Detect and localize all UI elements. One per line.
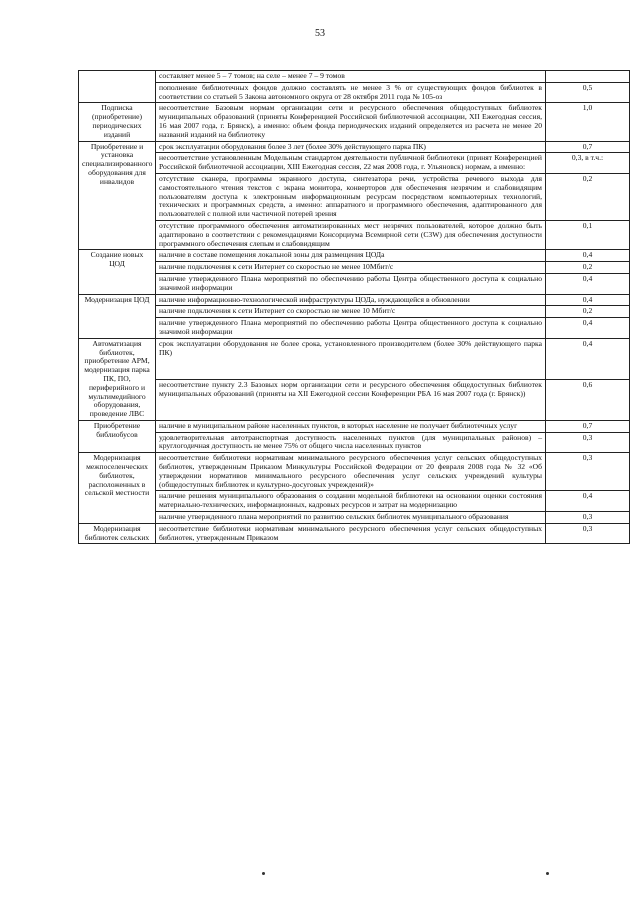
table-row (79, 432, 630, 453)
coefficient-cell: 0,4 (546, 338, 630, 379)
criteria-table (78, 70, 630, 544)
criterion-cell: наличие в составе помещения локальной зоны для размещения ЦОДа (156, 250, 546, 262)
section-cell: Создание новых ЦОД (79, 250, 156, 294)
coefficient-cell: 0,3 (546, 453, 630, 491)
table-row (79, 523, 630, 544)
criterion-cell: срок эксплуатации оборудования более 3 лет (более 30% действующего парка ПК) (156, 141, 546, 153)
section-cell: Автоматизация библиотек, приобретение АРМ, модернизация парка ПК, ПО, периферийного и мультимедийного оборудования, проведение ЛВС (79, 338, 156, 420)
criterion-cell: наличие утвержденного Плана мероприятий по обеспечению работы Центра общественного доступа к социально значимой информации (156, 318, 546, 339)
table-row (79, 512, 630, 524)
coefficient-cell: 0,2 (546, 306, 630, 318)
criterion-cell: удовлетворительная автотранспортная доступность населенных пунктов (для муниципальных районов) – круглогодичная доступность не менее 75% от общего числа населенных пунктов (156, 432, 546, 453)
table-row (79, 379, 630, 420)
section-cell: Модернизация библиотек сельских (79, 523, 156, 544)
table-row (79, 294, 630, 306)
section-cell: Модернизация межпоселенческих библиотек, расположенных в сельской местности (79, 453, 156, 524)
table-row (79, 262, 630, 274)
criterion-cell: наличие информационно-технологической инфраструктуры ЦОДа, нуждающейся в обновлении (156, 294, 546, 306)
table-row (79, 103, 630, 141)
coefficient-cell: 0,7 (546, 420, 630, 432)
table-row (79, 173, 630, 220)
table-row (79, 273, 630, 294)
criterion-cell: наличие подключения к сети Интернет со скоростью не менее 10Мбит/с (156, 262, 546, 274)
coefficient-cell: 0,4 (546, 273, 630, 294)
criterion-cell: наличие утвержденного плана мероприятий по развитию сельских библиотек муниципального образования (156, 512, 546, 524)
section-cell: Модернизация ЦОД (79, 294, 156, 338)
table-row (79, 338, 630, 379)
table-row (79, 82, 630, 103)
coefficient-cell: 0,3, в т.ч.: (546, 153, 630, 174)
table-row (79, 318, 630, 339)
coefficient-cell: 0,5 (546, 82, 630, 103)
table-row (79, 491, 630, 512)
criterion-cell: несоответствие пункту 2.3 Базовых норм организации сети и ресурсного обеспечения общедоступных библиотек муниципальных образований (приняты на XII Ежегодной сессии Конференции РБА 16 мая 2007 года (г. Брянск)) (156, 379, 546, 420)
criterion-cell: несоответствие библиотеки нормативам минимального ресурсного обеспечения услуг сельских общедоступных библиотек, утвержденным Приказом Минкультуры Российской Федерации от 20 февраля 2008 года № 32 «Об утверждении нормативов минимального ресурсного обеспечения услуг сельских учреждений культуры (общедоступных библиотек и культурно-досуговых учреждений)» (156, 453, 546, 491)
coefficient-cell: 0,7 (546, 141, 630, 153)
section-cell (79, 71, 156, 103)
coefficient-cell: 0,4 (546, 294, 630, 306)
criterion-cell: несоответствие библиотеки нормативам минимального ресурсного обеспечения услуг сельских общедоступных библиотек, утвержденным Приказом (156, 523, 546, 544)
table-row (79, 306, 630, 318)
criterion-cell: несоответствие установленным Модельным стандартом деятельности публичной библиотеки (принят Конференцией Российской библиотечной ассоциации, XIII Ежегодная сессия, 22 мая 2008 года, г. Ульяновск) нормам, а именно: (156, 153, 546, 174)
coefficient-cell: 0,2 (546, 173, 630, 220)
coefficient-cell: 0,2 (546, 262, 630, 274)
table-row (79, 250, 630, 262)
coefficient-cell: 1,0 (546, 103, 630, 141)
coefficient-cell: 0,3 (546, 512, 630, 524)
table-row (79, 153, 630, 174)
table-row (79, 220, 630, 249)
section-cell: Приобретение и установка специализированного оборудования для инвалидов (79, 141, 156, 250)
coefficient-cell: 0,3 (546, 523, 630, 544)
coefficient-cell: 0,6 (546, 379, 630, 420)
section-cell: Приобретение библиобусов (79, 420, 156, 452)
section-cell: Подписка (приобретение) периодических изданий (79, 103, 156, 141)
criterion-cell: срок эксплуатации оборудования не более срока, установленного производителем (более 30% действующего парка ПК) (156, 338, 546, 379)
criterion-cell: отсутствие сканера, программы экранного доступа, синтезатора речи, устройства речевого выхода для самостоятельного чтения текстов с экрана монитора, конверторов для обеспечения незрячим и слабовидящим пользователям доступа к электронным информационным ресурсам посредством компьютерных технологий, технических и программных средств, а именно: аппаратного и программного обеспечения, адаптированного для пользователей с полной или частичной потерей зрения (156, 173, 546, 220)
table-row (79, 71, 630, 83)
coefficient-cell: 0,3 (546, 432, 630, 453)
coefficient-cell (546, 71, 630, 83)
criterion-cell: пополнение библиотечных фондов должно составлять не менее 3 % от существующих фондов библиотек в соответствии со статьей 5 Закона автономного округа от 28 октября 2011 года № 105-оз (156, 82, 546, 103)
page-number: 53 (315, 28, 325, 39)
table-row (79, 420, 630, 432)
criterion-cell: наличие подключения к сети Интернет со скоростью не менее 10 Мбит/с (156, 306, 546, 318)
coefficient-cell: 0,4 (546, 318, 630, 339)
criterion-cell: наличие решения муниципального образования о создании модельной библиотеки на основании оценки состояния материально-технических, информационных, кадровых ресурсов и затрат на модернизацию (156, 491, 546, 512)
criterion-cell: наличие утвержденного Плана мероприятий по обеспечению работы Центра общественного доступа к социально значимой информации (156, 273, 546, 294)
criterion-cell: составляет менее 5 – 7 томов; на селе – менее 7 – 9 томов (156, 71, 546, 83)
criterion-cell: несоответствие Базовым нормам организации сети и ресурсного обеспечения общедоступных библиотек муниципальных образований (приняты Конференцией Российской библиотечной ассоциации, XII Ежегодная сессия, 16 мая 2007 года, г. Брянск), а именно: объем фонда периодических изданий определяется из расчета не менее 20 названий изданий на библиотеку (156, 103, 546, 141)
coefficient-cell: 0,1 (546, 220, 630, 249)
criterion-cell: наличие в муниципальном районе населенных пунктов, в которых население не получает библиотечных услуг (156, 420, 546, 432)
coefficient-cell: 0,4 (546, 250, 630, 262)
coefficient-cell: 0,4 (546, 491, 630, 512)
table-row (79, 453, 630, 491)
criterion-cell: отсутствие программного обеспечения автоматизированных мест незрячих пользователей, которое должно быть адаптировано в соответствии с рекомендациями Консорциума Всемирной сети (C3W) для обеспечения доступности программного обеспечения слепым и слабовидящим (156, 220, 546, 249)
table-row (79, 141, 630, 153)
